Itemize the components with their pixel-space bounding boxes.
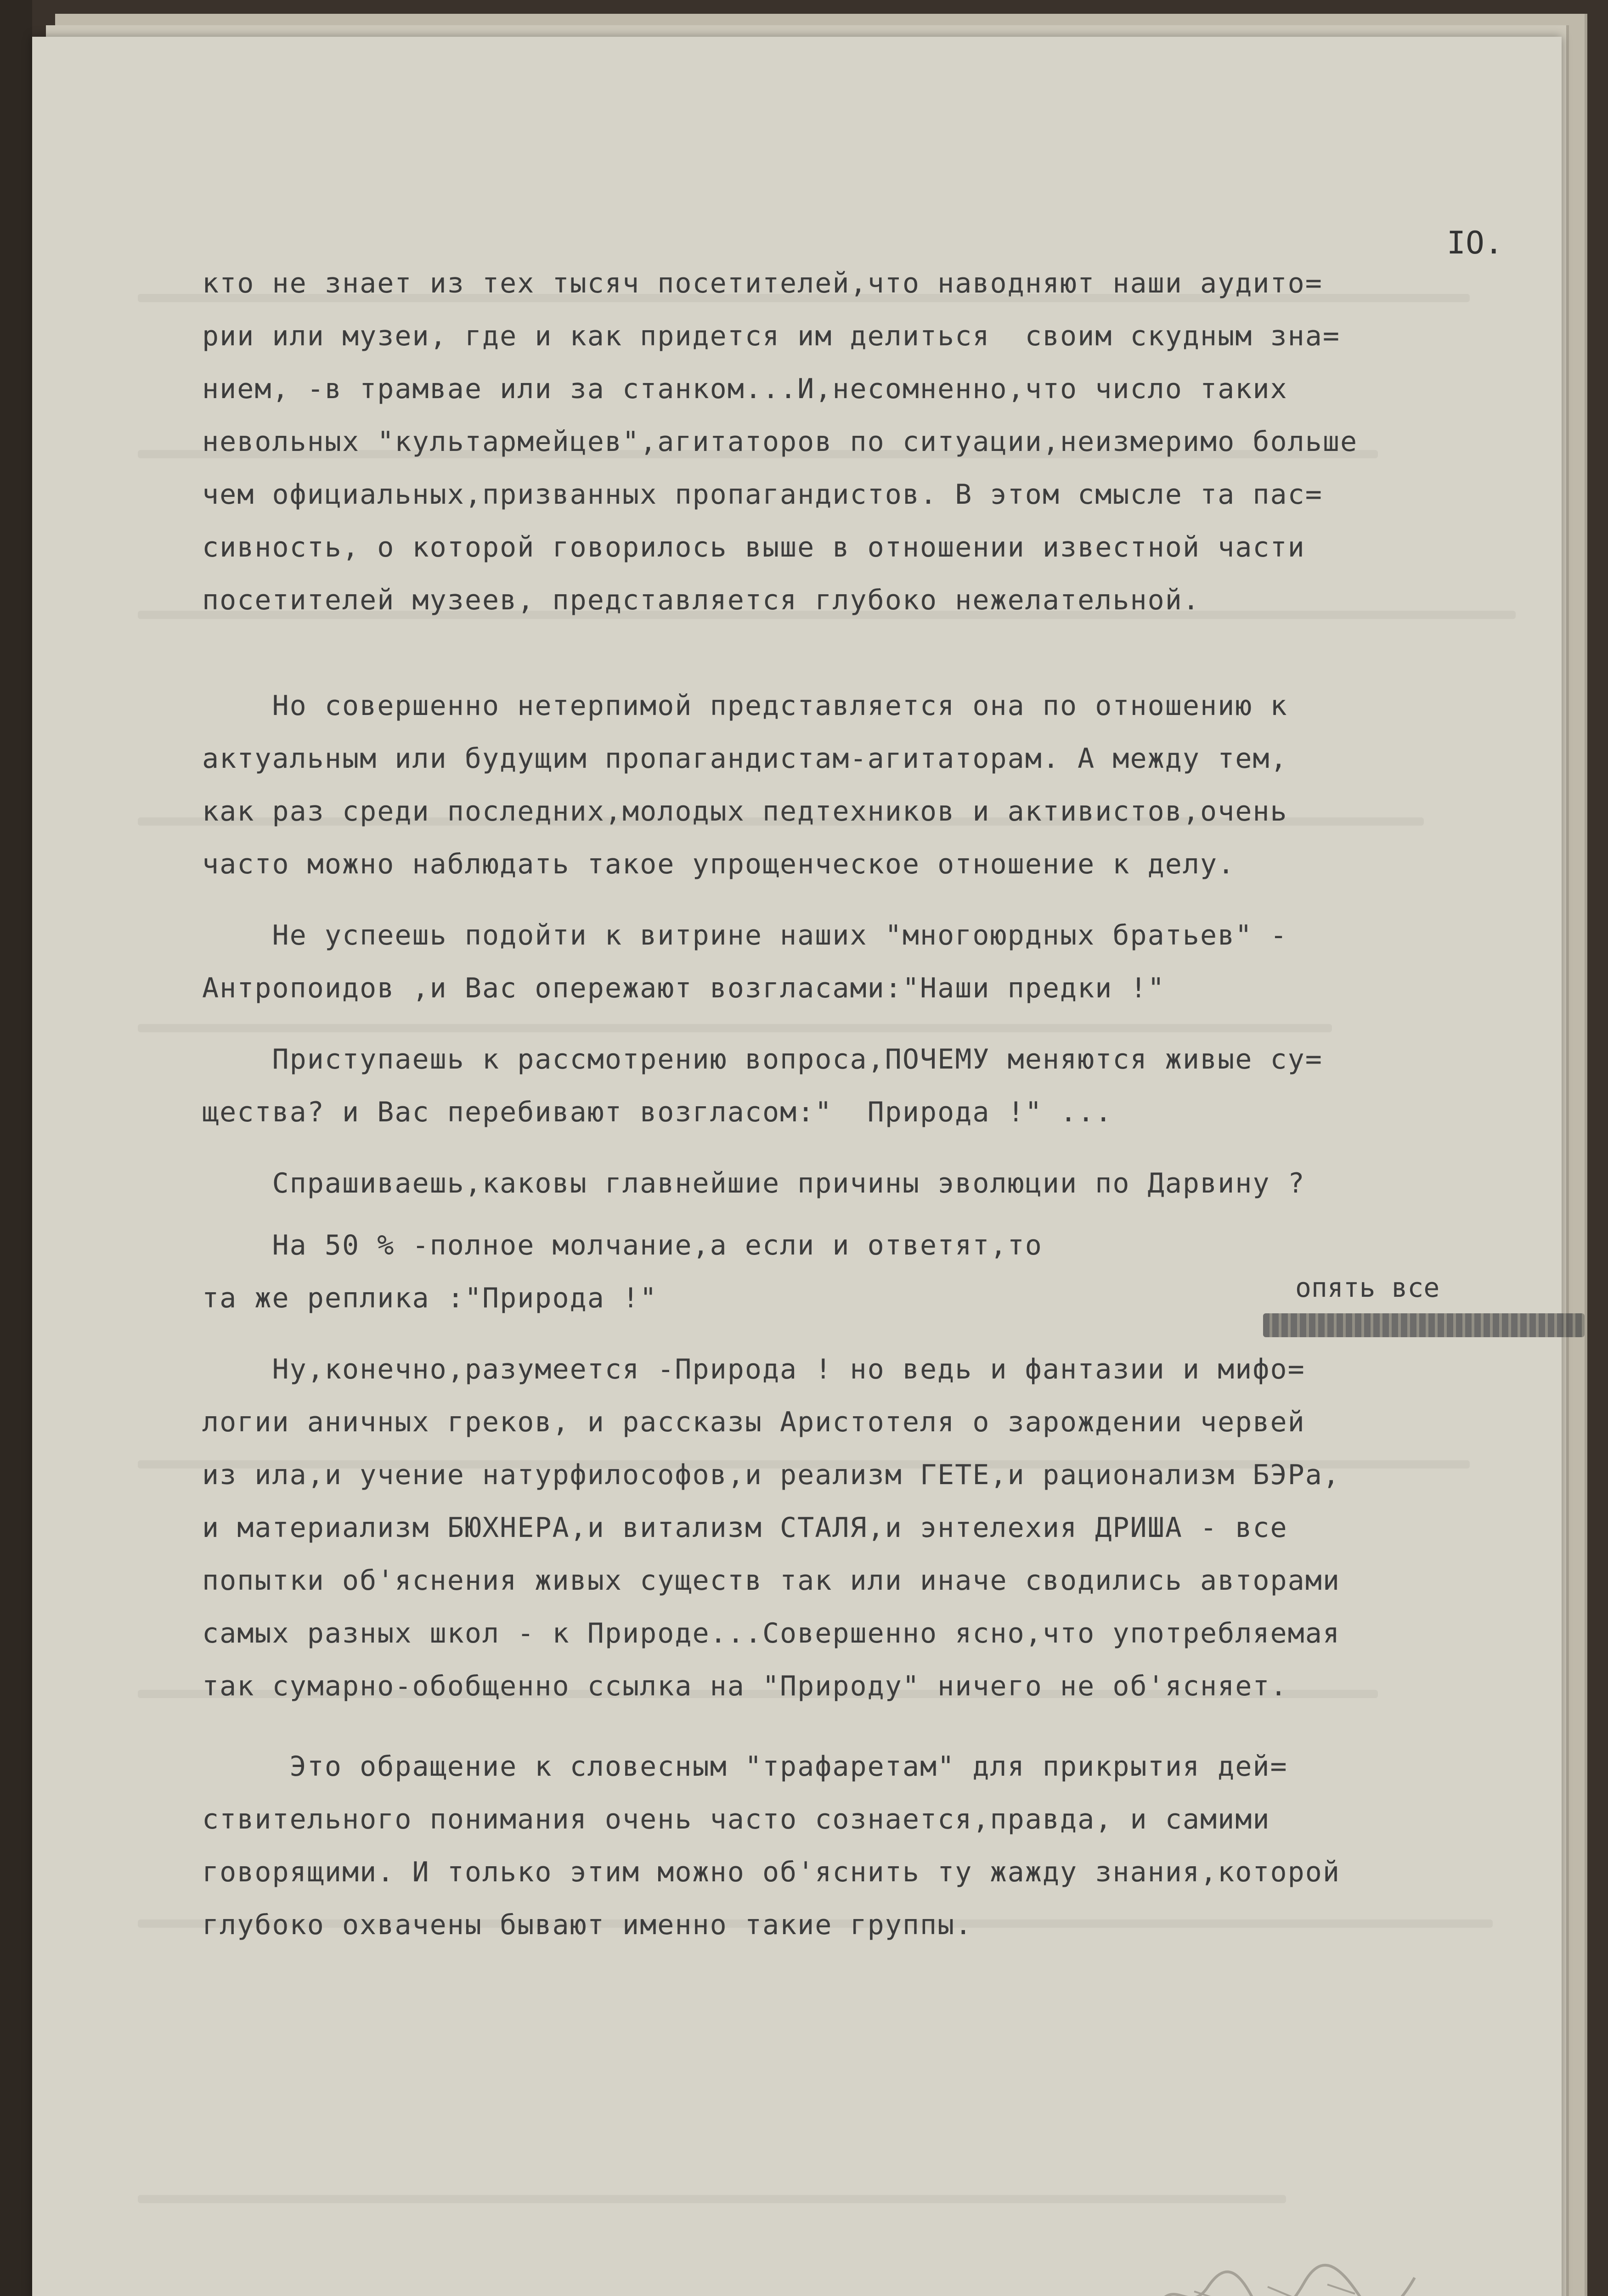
text-line: логии аничных греков, и рассказы Аристотеля о зарождении червей	[202, 1406, 1305, 1438]
text-line: из ила,и учение натурфилософов,и реализм ГЕТЕ,и рационализм БЭРа,	[202, 1459, 1340, 1491]
text-line: посетителей музеев, представляется глубоко нежелательной.	[202, 584, 1201, 616]
text-line: невольных "культармейцев",агитаторов по ситуации,неизмеримо больше	[202, 426, 1358, 458]
text-line: рии или музеи, где и как придется им делиться своим скудным зна=	[202, 320, 1340, 352]
text-line: ствительного понимания очень часто сознается,правда, и самими	[202, 1803, 1270, 1835]
text-line: часто можно наблюдать такое упрощенческое отношение к делу.	[202, 848, 1236, 880]
typed-text	[202, 257, 1562, 1952]
text-line: самых разных школ - к Природе...Совершенно ясно,что употребляемая	[202, 1617, 1340, 1649]
folder-edge	[0, 0, 32, 2296]
paragraph	[202, 1033, 1562, 1139]
text-line: сивность, о которой говорилось выше в отношении известной части	[202, 531, 1305, 563]
text-line: Спрашиваешь,каковы главнейшие причины эволюции по Дарвину ?	[202, 1167, 1305, 1199]
text-line: чем официальных,призванных пропагандистов. В этом смысле та пас=	[202, 478, 1323, 511]
text-line: Не успеешь подойти к витрине наших "многоюрдных братьев" -	[202, 919, 1288, 951]
text-line: и материализм БЮХНЕРА,и витализм СТАЛЯ,и энтелехия ДРИША - все	[202, 1512, 1288, 1544]
text-line: говорящими. И только этим можно об'яснить ту жажду знания,которой	[202, 1856, 1340, 1888]
text-line: Антропоидов ,и Вас опережают возгласами:"Наши предки !"	[202, 972, 1165, 1004]
paragraph	[202, 680, 1562, 891]
struck-out-text	[1263, 1313, 1585, 1337]
text-line: глубоко охвачены бывают именно такие группы.	[202, 1909, 973, 1941]
text-line: Это обращение к словесным "трафаретам" для прикрытия дей=	[202, 1750, 1288, 1783]
typed-insertion: опять все	[1295, 1272, 1440, 1303]
faint-signature-mark	[1148, 2259, 1424, 2296]
paragraph	[202, 1343, 1562, 1713]
text-line: актуальным или будущим пропагандистам-агитаторам. А между тем,	[202, 743, 1288, 775]
page-number: IO.	[1447, 225, 1503, 261]
text-line: как раз среди последних,молодых педтехников и активистов,очень	[202, 795, 1288, 827]
text-line: На 50 % -полное молчание,а если и ответят,то	[202, 1229, 1043, 1261]
text-line: Но совершенно нетерпимой представляется она по отношению к	[202, 690, 1288, 722]
paragraph	[202, 257, 1562, 627]
show-through-line	[138, 2195, 1286, 2203]
text-line: нием, -в трамвае или за станком...И,несомненно,что число таких	[202, 373, 1288, 405]
paragraph	[202, 1740, 1562, 1952]
text-line: Приступаешь к рассмотрению вопроса,ПОЧЕМУ меняются живые су=	[202, 1043, 1323, 1075]
text-line: щества? и Вас перебивают возгласом:" Природа !" ...	[202, 1096, 1113, 1128]
text-line: Ну,конечно,разумеется -Природа ! но ведь и фантазии и мифо=	[202, 1353, 1305, 1385]
text-line: так сумарно-обобщенно ссылка на "Природу" ничего не об'ясняет.	[202, 1670, 1288, 1702]
paragraph	[202, 909, 1562, 1015]
text-line: та же реплика :"Природа !"	[202, 1282, 658, 1314]
text-line: кто не знает из тех тысяч посетителей,что наводняют наши аудито=	[202, 267, 1323, 299]
text-line: попытки об'яснения живых существ так или иначе сводились авторами	[202, 1564, 1340, 1597]
paragraph	[202, 1157, 1562, 1210]
